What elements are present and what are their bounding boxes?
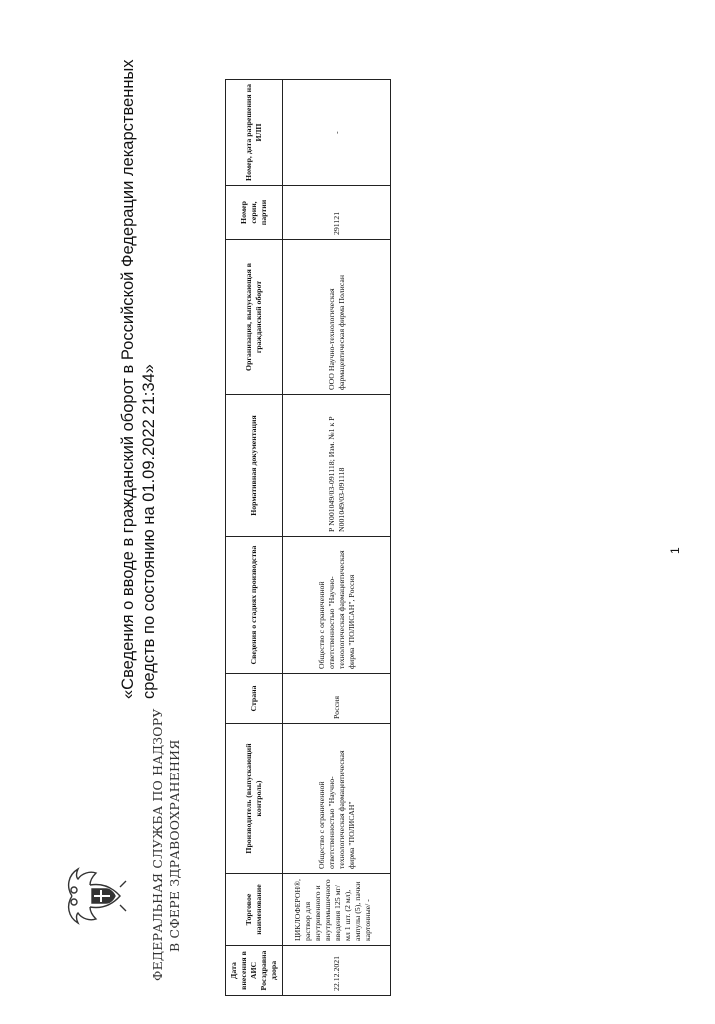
cell-trade-name: ЦИКЛОФЕРОН®, раствор для внутривенного и внутримышечного введения 125 мг/мл 1 шт. (2 мл), ампулы (5), пачки картонные/ - [283, 874, 391, 946]
cell-normative-doc: Р N001049/03-091118; Изм. №1 к Р N001049/03-091118 [283, 395, 391, 537]
table-header-row [226, 80, 283, 996]
page-number: 1 [668, 547, 682, 554]
column-header-trade-name: Торговое наименование [226, 874, 283, 946]
cell-production-stages: Общество с ограниченной ответственностью "Научно-технологическая фармацевтическая фирма "ПОЛИСАН", Россия [283, 537, 391, 674]
column-header-ilp-permit: Номер, дата разрешения на ИЛП [226, 80, 283, 186]
column-header-production-stages: Сведения о стадиях производства [226, 537, 283, 674]
column-header-normative-doc: Нормативная документация [226, 395, 283, 537]
column-header-batch: Номер серии, партии [226, 186, 283, 240]
table-row [283, 80, 391, 996]
cell-releasing-org: ООО Научно-технологическая фармацевтическая фирма Полисан [283, 240, 391, 395]
column-header-date: Дата внесения в АИС Росздравнадзора [226, 946, 283, 996]
cell-date: 22.12.2021 [283, 946, 391, 996]
cell-manufacturer: Общество с ограниченной ответственностью "Научно-технологическая фармацевтическая фирма "ПОЛИСАН" [283, 724, 391, 874]
column-header-country: Страна [226, 674, 283, 724]
eagle-emblem-icon [62, 863, 128, 929]
cell-batch: 291121 [283, 186, 391, 240]
org-name-line-1: ФЕДЕРАЛЬНАЯ СЛУЖБА ПО НАДЗОРУ [150, 708, 165, 981]
cell-country: Россия [283, 674, 391, 724]
org-name-line-2: В СФЕРЕ ЗДРАВООХРАНЕНИЯ [167, 739, 182, 952]
column-header-manufacturer: Производитель (выпускающий контроль) [226, 724, 283, 874]
cell-ilp-permit: - [283, 80, 391, 186]
column-header-releasing-org: Организация, выпускающая в гражданский оборот [226, 240, 283, 395]
document-title: «Сведения о вводе в гражданский оборот в Российской Федерации лекарственных средств по состоянию на 01.09.2022 21:34» [119, 59, 158, 699]
registry-table [225, 79, 391, 996]
